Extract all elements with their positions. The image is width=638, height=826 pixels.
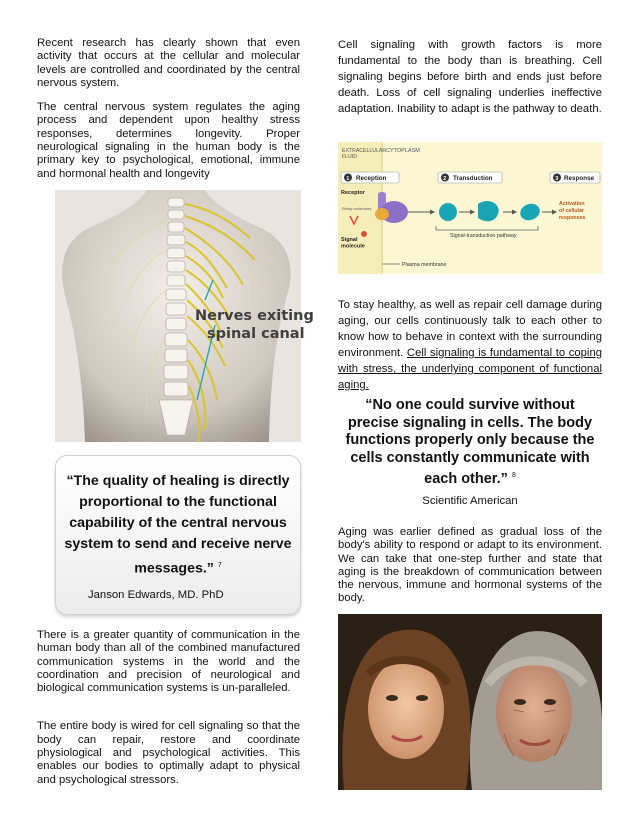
spine-nerves-illustration <box>55 190 314 442</box>
cns-paragraph: The central nervous system regulates the aging process and dependent upon healthy stress responses, determines longevity. Proper neurological signaling in the human body is the primary key to psychological, emotional, immune and hormonal health and longevity <box>37 101 300 180</box>
aging-comparison-photo <box>338 614 602 790</box>
activation-line1: Activation <box>559 201 585 207</box>
aging-paragraph: Aging was earlier defined as gradual loss of the body's ability to respond or adapt to its environment. We can take that one-step further and state that aging is the breakdown of communication between the nervous, immune and hormonal systems of the body. <box>338 526 602 605</box>
aged-face <box>496 662 572 762</box>
signaling-paragraph: Cell signaling with growth factors is more fundamental to the body than is breathing. Cell signaling begins before birth and ends just before death. Loss of cell signaling underlies ineffective adaptation. Inability to adapt is the pathway to death. <box>338 39 602 115</box>
healthy-paragraph-block <box>338 297 602 393</box>
healing-quote-author: Janson Edwards, MD. PhD <box>88 589 224 601</box>
step1-number: 1 <box>346 175 350 182</box>
spine-label-line1: Nerves exiting <box>195 308 314 324</box>
wired-paragraph: The entire body is wired for cell signaling so that the body can repair, restore and coordinate physiological and psychological activities. This enables our bodies to optimally adapt to physical and psychological stressors. <box>37 720 300 786</box>
healthy-paragraph <box>338 297 602 393</box>
activation-line3: responses <box>559 215 586 221</box>
step3-number: 3 <box>555 175 559 182</box>
step2-label: Transduction <box>453 175 493 182</box>
intro-paragraph: Recent research has clearly shown that even activity that occurs at the cellular and molecular levels are controlled and coordinated by the central nervous system. <box>37 37 300 89</box>
cell-signaling-quote-text: “No one could survive without precise signaling in cells. The body functions properly only because the cells constantly communicate with each other.” <box>345 397 595 487</box>
healing-quote-ref: 7 <box>217 562 222 569</box>
signal-molecule-label: Signal molecule <box>341 237 365 250</box>
spine-nerves-svg <box>55 190 314 442</box>
spine-label-line2: spinal canal <box>207 326 305 342</box>
step3-label: Response <box>564 175 595 182</box>
communication-paragraph: There is a greater quantity of communication in the human body than all of the combined manufactured communication systems in the world and the coordination and precision of neurological and biological communication systems is un-paralleled. <box>37 629 300 695</box>
quote-source: Scientific American <box>422 495 518 507</box>
cell-signaling-quote-ref: 8 <box>511 472 516 479</box>
left-column <box>37 37 300 181</box>
left-lower-text <box>37 629 300 787</box>
receptor-label: Receptor <box>341 190 365 196</box>
step1-label: Reception <box>356 175 387 182</box>
cytoplasm-label: CYTOPLASM <box>386 148 420 154</box>
young-face <box>368 659 444 759</box>
healing-quote-text: “The quality of healing is directly proportional to the functional capability of the central nervous system to send and receive nerve messages.” <box>64 473 292 577</box>
cell-signaling-svg <box>338 142 602 274</box>
healthy-underlined-text: Cell signaling is fundamental to coping with stress, the underlying component of functional aging. <box>338 347 603 391</box>
relay-label: Relay molecules <box>342 206 372 211</box>
aging-comparison-svg <box>338 614 602 790</box>
healing-quote <box>64 471 292 580</box>
healthy-text: To stay healthy, as well as repair cell damage during aging, our cells continuously talk to each other to know how to behave in context with the surrounding environment. <box>338 299 602 359</box>
right-column <box>338 37 602 117</box>
aging-block <box>338 526 602 606</box>
healing-quote-callout <box>55 455 301 615</box>
step2-number: 2 <box>443 175 447 182</box>
cell-signaling-diagram <box>338 142 602 274</box>
membrane-label: Plasma membrane <box>402 262 447 268</box>
activation-line2: of cellular <box>559 208 585 214</box>
cell-signaling-quote <box>338 397 602 488</box>
extracellular-label: EXTRACELLULAR FLUID <box>342 148 387 160</box>
pathway-label: Signal-transduction pathway <box>450 233 517 239</box>
